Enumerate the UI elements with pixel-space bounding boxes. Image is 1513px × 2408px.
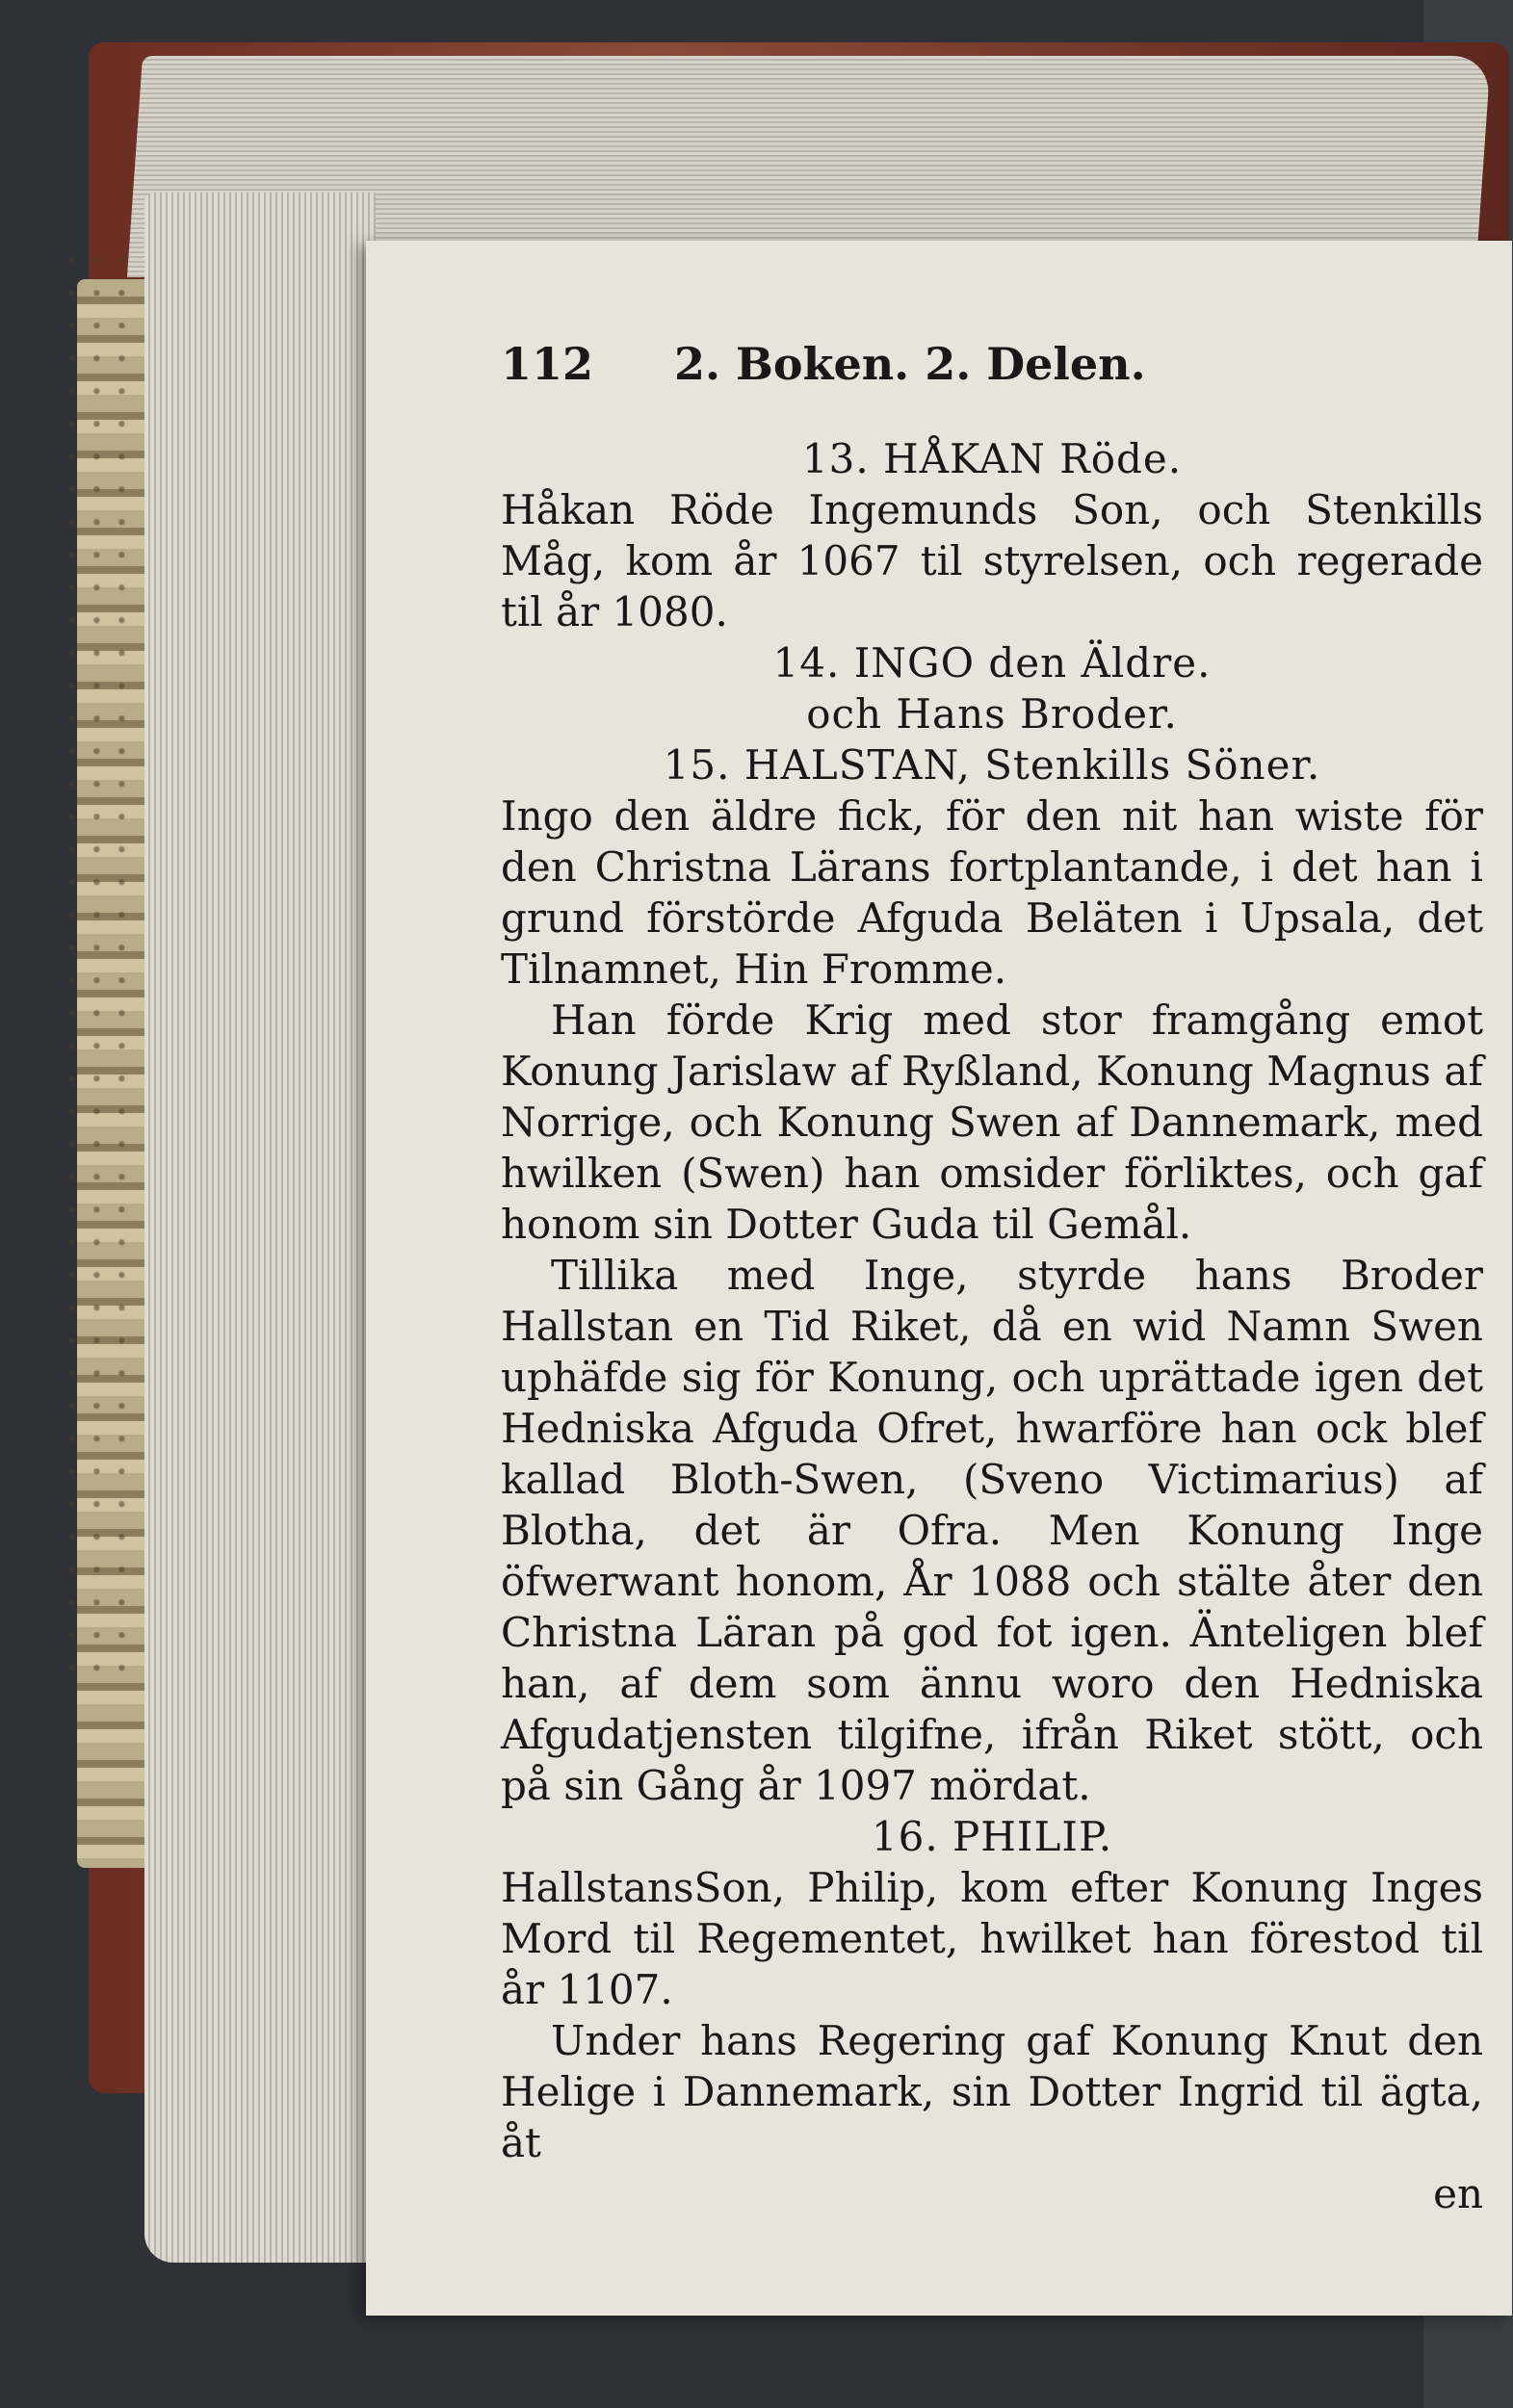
section-heading: 14. INGO den Äldre. — [772, 639, 1212, 686]
spine-stains — [62, 250, 129, 1695]
running-header — [501, 339, 1483, 410]
paragraph: HallstansSon, Philip, kom efter Konung Inges Mord til Regementet, hwilket han förestod til år 1107. — [501, 1864, 1483, 2013]
section-heading: 13. HÅKAN Röde. — [801, 435, 1183, 482]
page-block-side-edge — [144, 193, 376, 2263]
paragraph: Ingo den äldre fick, för den nit han wiste för den Christna Lärans fortplantande, i det han i grund förstörde Afguda Beläten i Upsala, det Tilnamnet, Hin Fromme. — [501, 792, 1483, 993]
section-heading: 15. HALSTAN, Stenkills Söner. — [663, 741, 1321, 789]
section-heading: 16. PHILIP. — [871, 1813, 1113, 1860]
page-number: 112 — [501, 338, 594, 390]
section-subheading: och Hans Broder. — [806, 690, 1178, 738]
paragraph: Under hans Regering gaf Konung Knut den Helige i Dannemark, sin Dotter Ingrid til ägta, åt — [501, 2017, 1483, 2166]
running-title: 2. Boken. 2. Delen. — [674, 338, 1146, 390]
paragraph: Han förde Krig med stor framgång emot Konung Jarislaw af Ryßland, Konung Magnus af Norrige, och Konung Swen af Dannemark, med hwilken (Swen) han omsider förliktes, och gaf honom sin Dotter Guda til Gemål. — [501, 997, 1483, 1248]
page-text — [501, 339, 1483, 2219]
paragraph: Håkan Röde Ingemunds Son, och Stenkills Måg, kom år 1067 til styrelsen, och regerade til år 1080. — [501, 486, 1483, 635]
catchword: en — [1433, 2170, 1483, 2217]
paragraph: Tillika med Inge, styrde hans Broder Hallstan en Tid Riket, då en wid Namn Swen uphäfde sig för Konung, och uprättade igen det Hedniska Afguda Ofret, hwarföre han ock blef kallad Bloth-Swen, (Sveno Victimarius) af Blotha, det är Ofra. Men Konung Inge öfwerwant honom, År 1088 och stälte åter den Christna Läran på god fot igen. Änteligen blef han, af dem som ännu woro den Hedniska Afgudatjensten tilgifne, ifrån Riket stött, och på sin Gång år 1097 mördat. — [501, 1252, 1483, 1809]
